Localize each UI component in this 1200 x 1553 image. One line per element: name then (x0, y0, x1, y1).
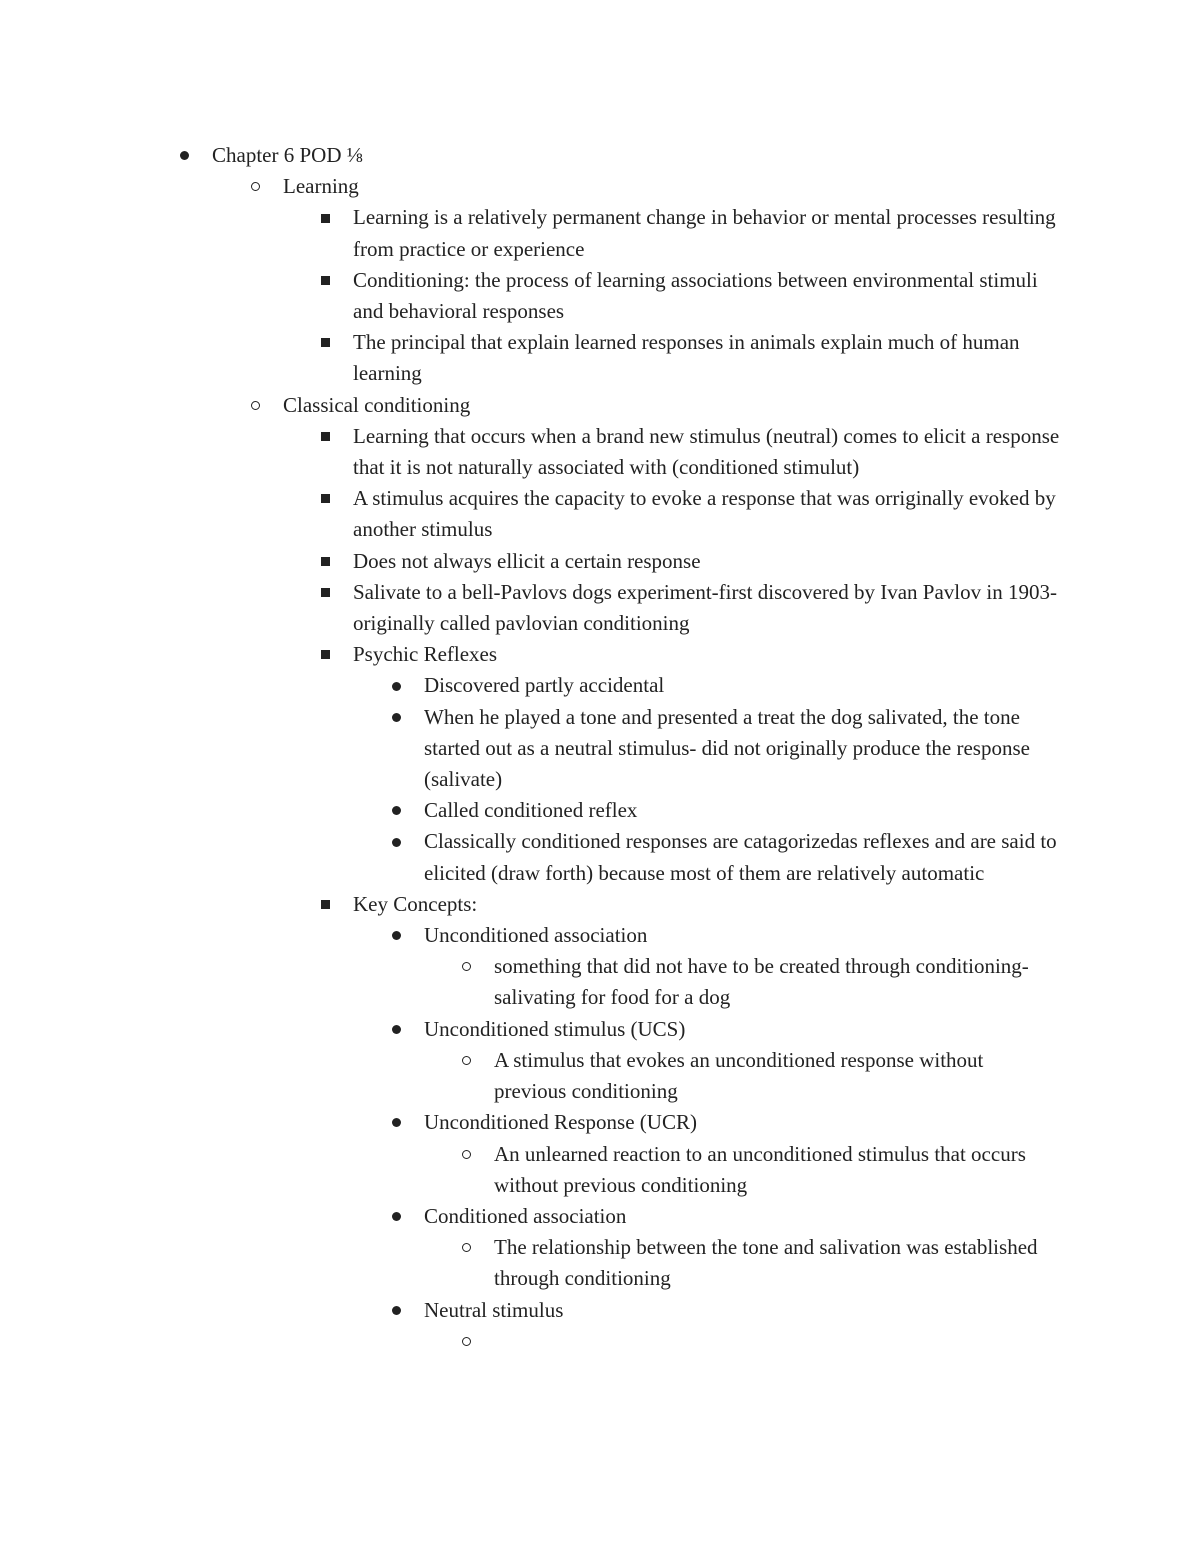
square-bullet-icon (315, 889, 335, 920)
list-item (353, 421, 1063, 483)
list-item (353, 577, 1063, 639)
disc-bullet-icon (174, 140, 194, 171)
list-item (353, 327, 1063, 389)
list-item (424, 795, 1064, 826)
list-item-text: Unconditioned association (424, 923, 648, 948)
list-item-text: A stimulus acquires the capacity to evoke a response that was orriginally evoked by another stimulus (353, 486, 1056, 542)
list-item (353, 889, 1063, 920)
list-item-text: The relationship between the tone and salivation was established through conditioning (494, 1235, 1038, 1291)
list-item-text: Learning that occurs when a brand new stimulus (neutral) comes to elicit a response that it is not naturally associated with (conditioned stimulut) (353, 423, 1060, 480)
square-bullet-icon (315, 327, 335, 358)
list-item (353, 546, 1063, 577)
list-item-text: An unlearned reaction to an unconditioned stimulus that occurs without previous conditioning (494, 1141, 1026, 1197)
list-item-text: When he played a tone and presented a treat the dog salivated, the tone started out as a neutral stimulus- did not originally produce the response (salivate) (424, 704, 1030, 792)
list-item (424, 702, 1064, 796)
disc-bullet-icon (386, 826, 406, 857)
square-bullet-icon (315, 421, 335, 452)
list-item (424, 1014, 1064, 1045)
list-item-text: Salivate to a bell-Pavlovs dogs experiment-first discovered by Ivan Pavlov in 1903- originally called pavlovian conditioning (353, 579, 1057, 636)
list-item (424, 1107, 1064, 1138)
disc-bullet-icon (386, 670, 406, 701)
circle-bullet-icon (456, 1045, 476, 1076)
disc-bullet-icon (386, 1107, 406, 1138)
disc-bullet-icon (386, 1295, 406, 1326)
circle-bullet-icon (456, 1139, 476, 1170)
list-item (424, 826, 1064, 888)
list-item (494, 1232, 1054, 1294)
disc-bullet-icon (386, 1201, 406, 1232)
circle-bullet-icon (245, 171, 265, 202)
list-item (353, 483, 1063, 545)
circle-bullet-icon (456, 1232, 476, 1263)
square-bullet-icon (315, 483, 335, 514)
list-item (283, 390, 1073, 421)
list-item-text: Called conditioned reflex (424, 798, 638, 823)
circle-bullet-icon (456, 1326, 476, 1357)
list-item (494, 1045, 1054, 1107)
list-item (212, 140, 1072, 171)
list-item (494, 1326, 1054, 1357)
list-item-text: A stimulus that evokes an unconditioned response without previous conditioning (494, 1047, 984, 1104)
list-item-text: Learning (283, 174, 359, 199)
circle-bullet-icon (456, 951, 476, 982)
list-item-text (494, 1326, 1054, 1357)
list-item-text: Classical conditioning (283, 392, 471, 417)
list-item-text: The principal that explain learned responses in animals explain much of human learning (353, 330, 1020, 386)
list-item (494, 1139, 1054, 1201)
circle-bullet-icon (245, 390, 265, 421)
disc-bullet-icon (386, 795, 406, 826)
list-item-text: Learning is a relatively permanent change in behavior or mental processes resulting from practice or experience (353, 205, 1056, 261)
notes-outline (0, 140, 1200, 1357)
list-item-text: Unconditioned stimulus (UCS) (424, 1016, 686, 1041)
disc-bullet-icon (386, 920, 406, 951)
list-item (424, 1201, 1064, 1232)
square-bullet-icon (315, 577, 335, 608)
list-item (424, 1295, 1064, 1326)
square-bullet-icon (315, 202, 335, 233)
list-item (353, 202, 1063, 264)
list-item-text: Neutral stimulus (424, 1297, 564, 1322)
square-bullet-icon (315, 546, 335, 577)
list-item (424, 920, 1064, 951)
list-item (353, 639, 1063, 670)
disc-bullet-icon (386, 1014, 406, 1045)
list-item (424, 670, 1064, 701)
list-item (353, 265, 1063, 327)
list-item-text: Discovered partly accidental (424, 673, 665, 698)
list-item-text: Classically conditioned responses are catagorizedas reflexes and are said to elicited (draw forth) because most of them are relatively automatic (424, 829, 1057, 885)
list-item (494, 951, 1054, 1013)
list-item-text: Key Concepts: (353, 891, 478, 916)
list-item-text: something that did not have to be created through conditioning-salivating for food for a dog (494, 954, 1029, 1010)
list-item-text: Conditioning: the process of learning associations between environmental stimuli and behavioral responses (353, 267, 1038, 324)
list-item-text: Unconditioned Response (UCR) (424, 1110, 697, 1135)
square-bullet-icon (315, 265, 335, 296)
list-item-text: Psychic Reflexes (353, 642, 498, 667)
list-item-text: Does not always ellicit a certain response (353, 548, 701, 573)
list-item-text: Conditioned association (424, 1203, 627, 1228)
disc-bullet-icon (386, 702, 406, 733)
square-bullet-icon (315, 639, 335, 670)
list-item-text: Chapter 6 POD ⅛ (212, 143, 363, 167)
list-item (283, 171, 1073, 202)
